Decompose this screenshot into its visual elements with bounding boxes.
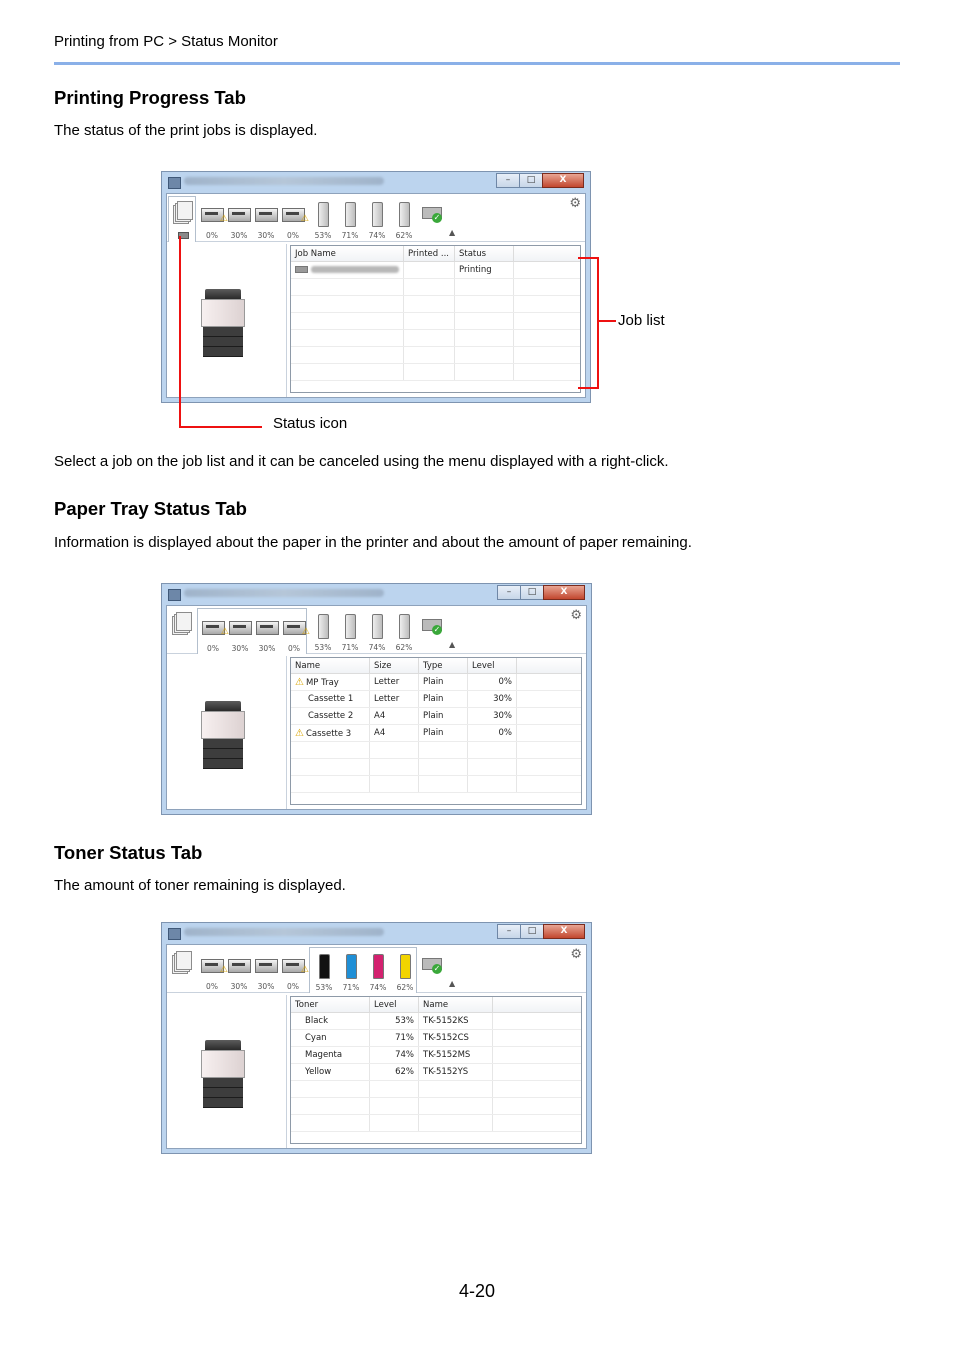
table-row [291, 1081, 581, 1098]
window-title-blurred [184, 928, 384, 936]
status-toolbar [167, 606, 586, 654]
paper-size: Letter [370, 674, 419, 691]
window-titlebar[interactable] [162, 172, 590, 192]
tab-toner[interactable] [309, 608, 417, 652]
column-header[interactable]: Size [370, 658, 419, 674]
section-title-toner: Toner Status Tab [54, 842, 203, 863]
printer-ok-icon: ✓ [422, 201, 442, 221]
toner-level-label: 53% [314, 231, 332, 240]
toner-cartridge-icon [400, 954, 411, 979]
toner-cartridge-icon [372, 202, 383, 227]
expand-icon[interactable]: ▲ [449, 228, 456, 237]
tray-level-label: 30% [257, 231, 275, 240]
window-titlebar[interactable] [162, 923, 591, 943]
warning-icon: ⚠ [300, 214, 309, 224]
app-icon [168, 589, 181, 601]
paper-tray-icon [229, 621, 252, 635]
maximize-button[interactable]: □ [519, 173, 543, 188]
warning-icon: ⚠ [301, 627, 310, 637]
job-list-callout: Job list [618, 312, 665, 329]
toner-cartridge-icon [372, 614, 383, 639]
tray-level-label: 0% [287, 982, 299, 991]
toner-indicator [337, 200, 363, 240]
gear-icon[interactable]: ⚙ [569, 196, 581, 211]
table-row [291, 279, 580, 296]
toner-level-label: 74% [368, 643, 386, 652]
header-rule [54, 62, 900, 65]
printer-image-pane [167, 654, 286, 809]
toner-indicator [310, 612, 336, 652]
page-number: 4-20 [458, 1281, 496, 1301]
status-monitor-window-paper [161, 583, 592, 815]
tray-name: Cassette 1 [308, 694, 354, 704]
table-row[interactable] [291, 725, 581, 742]
toner-cartridge-icon [345, 614, 356, 639]
section-desc-toner: The amount of toner remaining is displayed. [54, 877, 346, 894]
close-button[interactable]: X [542, 173, 584, 188]
paper-type: Plain [419, 708, 468, 725]
tray-level-label: 30% [230, 231, 248, 240]
tray-name: Cassette 3 [305, 728, 352, 739]
toner-cartridge-icon [319, 954, 330, 979]
toner-level-label: 74% [369, 983, 387, 992]
window-title-blurred [184, 589, 384, 597]
tray-level-label: 0% [207, 644, 219, 653]
tray-level-label: 30% [230, 982, 248, 991]
paper-level: 0% [468, 725, 517, 742]
window-title-blurred [184, 177, 384, 185]
table-row[interactable] [291, 1047, 581, 1064]
paper-tray-icon [255, 959, 278, 973]
toner-cartridge-icon [345, 202, 356, 227]
gear-icon[interactable]: ⚙ [570, 608, 582, 623]
toner-level-label: 71% [342, 983, 360, 992]
minimize-button[interactable]: – [497, 924, 521, 939]
tray-level-label: 0% [206, 231, 218, 240]
toner-level: 53% [370, 1013, 419, 1030]
window-client [166, 605, 587, 810]
printer-image [201, 289, 245, 357]
column-header[interactable]: Toner [291, 997, 370, 1013]
tray-indicator [199, 951, 228, 991]
table-row [291, 296, 580, 313]
toner-cartridge-icon [399, 614, 410, 639]
tray-indicator [226, 200, 252, 240]
paper-type: Plain [419, 725, 468, 742]
status-list [290, 657, 582, 805]
status-icon-leader-vertical [179, 236, 181, 428]
status-toolbar [167, 945, 586, 993]
toner-level-label: 62% [395, 643, 413, 652]
printer-image [201, 1040, 245, 1108]
table-row[interactable] [291, 708, 581, 725]
table-row[interactable] [291, 1013, 581, 1030]
column-header[interactable]: Name [419, 997, 493, 1013]
tray-indicator [200, 613, 229, 653]
paper-size: A4 [370, 725, 419, 742]
toner-level-label: 71% [341, 643, 359, 652]
tray-level-label: 30% [258, 644, 276, 653]
app-icon [168, 928, 181, 940]
table-row [291, 742, 581, 759]
close-button[interactable]: X [543, 924, 585, 939]
toner-indicator [311, 952, 337, 992]
table-row [291, 1098, 581, 1115]
tray-name: MP Tray [305, 677, 339, 688]
toner-level: 62% [370, 1064, 419, 1081]
table-row [291, 347, 580, 364]
status-toolbar [167, 194, 585, 242]
toner-part-number: TK-5152YS [419, 1064, 493, 1081]
window-client [166, 944, 587, 1149]
tray-indicator [253, 200, 279, 240]
tray-indicator [280, 200, 309, 240]
toner-indicator [338, 952, 364, 992]
tab-toner[interactable] [309, 196, 417, 240]
toner-indicator [364, 200, 390, 240]
tab-toner[interactable] [309, 947, 417, 993]
window-client [166, 193, 586, 398]
minimize-button[interactable]: – [496, 173, 520, 188]
toner-indicator [337, 612, 363, 652]
tab-device-status[interactable] [419, 196, 447, 240]
toner-part-number: TK-5152MS [419, 1047, 493, 1064]
toner-color-name: Cyan [291, 1030, 370, 1047]
column-header[interactable]: Name [291, 658, 370, 674]
tab-paper-tray[interactable] [197, 196, 307, 240]
printer-image-pane [167, 242, 286, 397]
job-list-bracket-side [597, 257, 599, 389]
paper-level: 30% [468, 708, 517, 725]
section-desc-paper: Information is displayed about the paper in the printer and about the amount of paper remaining. [54, 534, 692, 551]
printer-image [201, 701, 245, 769]
documents-icon [173, 202, 190, 222]
toner-cartridge-icon [399, 202, 410, 227]
expand-icon[interactable]: ▲ [449, 979, 456, 988]
toner-indicator [364, 612, 390, 652]
warning-icon: ⚠ [295, 676, 304, 688]
section-after-printing: Select a job on the job list and it can be canceled using the menu displayed with a right-click. [54, 453, 669, 470]
paper-tray-icon [255, 208, 278, 222]
tray-indicator [253, 951, 279, 991]
tray-level-label: 30% [231, 644, 249, 653]
toner-level-label: 62% [396, 983, 414, 992]
toner-part-number: TK-5152KS [419, 1013, 493, 1030]
toner-level-label: 74% [368, 231, 386, 240]
tray-level-label: 0% [287, 231, 299, 240]
job-list-bracket-top [578, 257, 599, 259]
documents-icon [172, 613, 189, 633]
tray-indicator [227, 613, 253, 653]
table-row [291, 1115, 581, 1132]
toner-cartridge-icon [346, 954, 357, 979]
breadcrumb: Printing from PC > Status Monitor [54, 33, 278, 50]
tray-indicator [254, 613, 280, 653]
warning-icon: ⚠ [295, 727, 304, 739]
section-title-paper: Paper Tray Status Tab [54, 498, 247, 519]
tray-indicator [199, 200, 228, 240]
toner-indicator [392, 952, 418, 992]
maximize-button[interactable]: □ [520, 585, 544, 600]
job-list-leader [599, 320, 616, 322]
paper-size: Letter [370, 691, 419, 708]
toner-level: 71% [370, 1030, 419, 1047]
job-status: Printing [455, 262, 514, 279]
tab-device-status[interactable] [419, 947, 447, 991]
expand-icon[interactable]: ▲ [449, 640, 456, 649]
toner-color-name: Black [291, 1013, 370, 1030]
status-list [290, 996, 582, 1144]
tab-paper-tray[interactable] [197, 947, 307, 991]
tray-indicator [281, 613, 310, 653]
maximize-button[interactable]: □ [520, 924, 544, 939]
toner-indicator [310, 200, 336, 240]
column-header[interactable]: Level [370, 997, 419, 1013]
toner-indicator [365, 952, 391, 992]
toner-level-label: 62% [395, 231, 413, 240]
toner-indicator [391, 612, 417, 652]
section-title-printing: Printing Progress Tab [54, 87, 246, 108]
tray-level-label: 30% [257, 982, 275, 991]
toner-cartridge-icon [318, 202, 329, 227]
tray-indicator [280, 951, 309, 991]
window-titlebar[interactable] [162, 584, 591, 604]
table-row [291, 759, 581, 776]
paper-level: 0% [468, 674, 517, 691]
paper-tray-icon [256, 621, 279, 635]
app-icon [168, 177, 181, 189]
tray-name: Cassette 2 [308, 711, 354, 721]
tray-indicator [226, 951, 252, 991]
table-row [291, 364, 580, 381]
column-header[interactable]: Type [419, 658, 468, 674]
toner-level-label: 53% [315, 983, 333, 992]
table-row[interactable] [291, 674, 581, 691]
table-row [291, 776, 581, 793]
document-icon [295, 266, 308, 273]
column-header[interactable]: Printed ... [404, 246, 455, 262]
table-row [291, 313, 580, 330]
warning-icon: ⚠ [219, 214, 228, 224]
status-monitor-window-toner [161, 922, 592, 1154]
column-header[interactable]: Level [468, 658, 517, 674]
status-icon-leader-horizontal [179, 426, 262, 428]
tray-level-label: 0% [206, 982, 218, 991]
warning-icon: ⚠ [300, 965, 309, 975]
tab-printing-progress[interactable] [168, 947, 196, 991]
toner-indicator [391, 200, 417, 240]
toner-cartridge-icon [373, 954, 384, 979]
close-button[interactable]: X [543, 585, 585, 600]
printer-image-pane [167, 993, 286, 1148]
table-row[interactable] [291, 691, 581, 708]
tab-device-status[interactable] [419, 608, 447, 652]
status-icon-callout: Status icon [273, 415, 348, 432]
minimize-button[interactable]: – [497, 585, 521, 600]
status-list [290, 245, 581, 393]
section-desc-printing: The status of the print jobs is displayed. [54, 122, 318, 139]
warning-icon: ⚠ [219, 965, 228, 975]
table-row [291, 330, 580, 347]
column-header[interactable]: Job Name [291, 246, 404, 262]
gear-icon[interactable]: ⚙ [570, 947, 582, 962]
table-row[interactable] [291, 262, 580, 279]
tab-printing-progress[interactable] [168, 196, 196, 242]
tab-printing-progress[interactable] [168, 608, 196, 652]
toner-cartridge-icon [318, 614, 329, 639]
status-monitor-window-printing [161, 171, 591, 403]
job-list-bracket-bottom [578, 387, 599, 389]
table-row[interactable] [291, 1064, 581, 1081]
paper-type: Plain [419, 691, 468, 708]
column-header[interactable]: Status [455, 246, 514, 262]
table-row[interactable] [291, 1030, 581, 1047]
toner-part-number: TK-5152CS [419, 1030, 493, 1047]
tray-level-label: 0% [288, 644, 300, 653]
toner-level: 74% [370, 1047, 419, 1064]
paper-type: Plain [419, 674, 468, 691]
paper-level: 30% [468, 691, 517, 708]
documents-icon [172, 952, 189, 972]
toner-level-label: 53% [314, 643, 332, 652]
printer-ok-icon: ✓ [422, 613, 442, 633]
warning-icon: ⚠ [220, 627, 229, 637]
paper-size: A4 [370, 708, 419, 725]
toner-level-label: 71% [341, 231, 359, 240]
job-name-blurred [311, 266, 399, 273]
tab-paper-tray[interactable] [197, 608, 310, 654]
printer-ok-icon: ✓ [422, 952, 442, 972]
toner-color-name: Yellow [291, 1064, 370, 1081]
paper-tray-icon [228, 208, 251, 222]
toner-color-name: Magenta [291, 1047, 370, 1064]
paper-tray-icon [228, 959, 251, 973]
